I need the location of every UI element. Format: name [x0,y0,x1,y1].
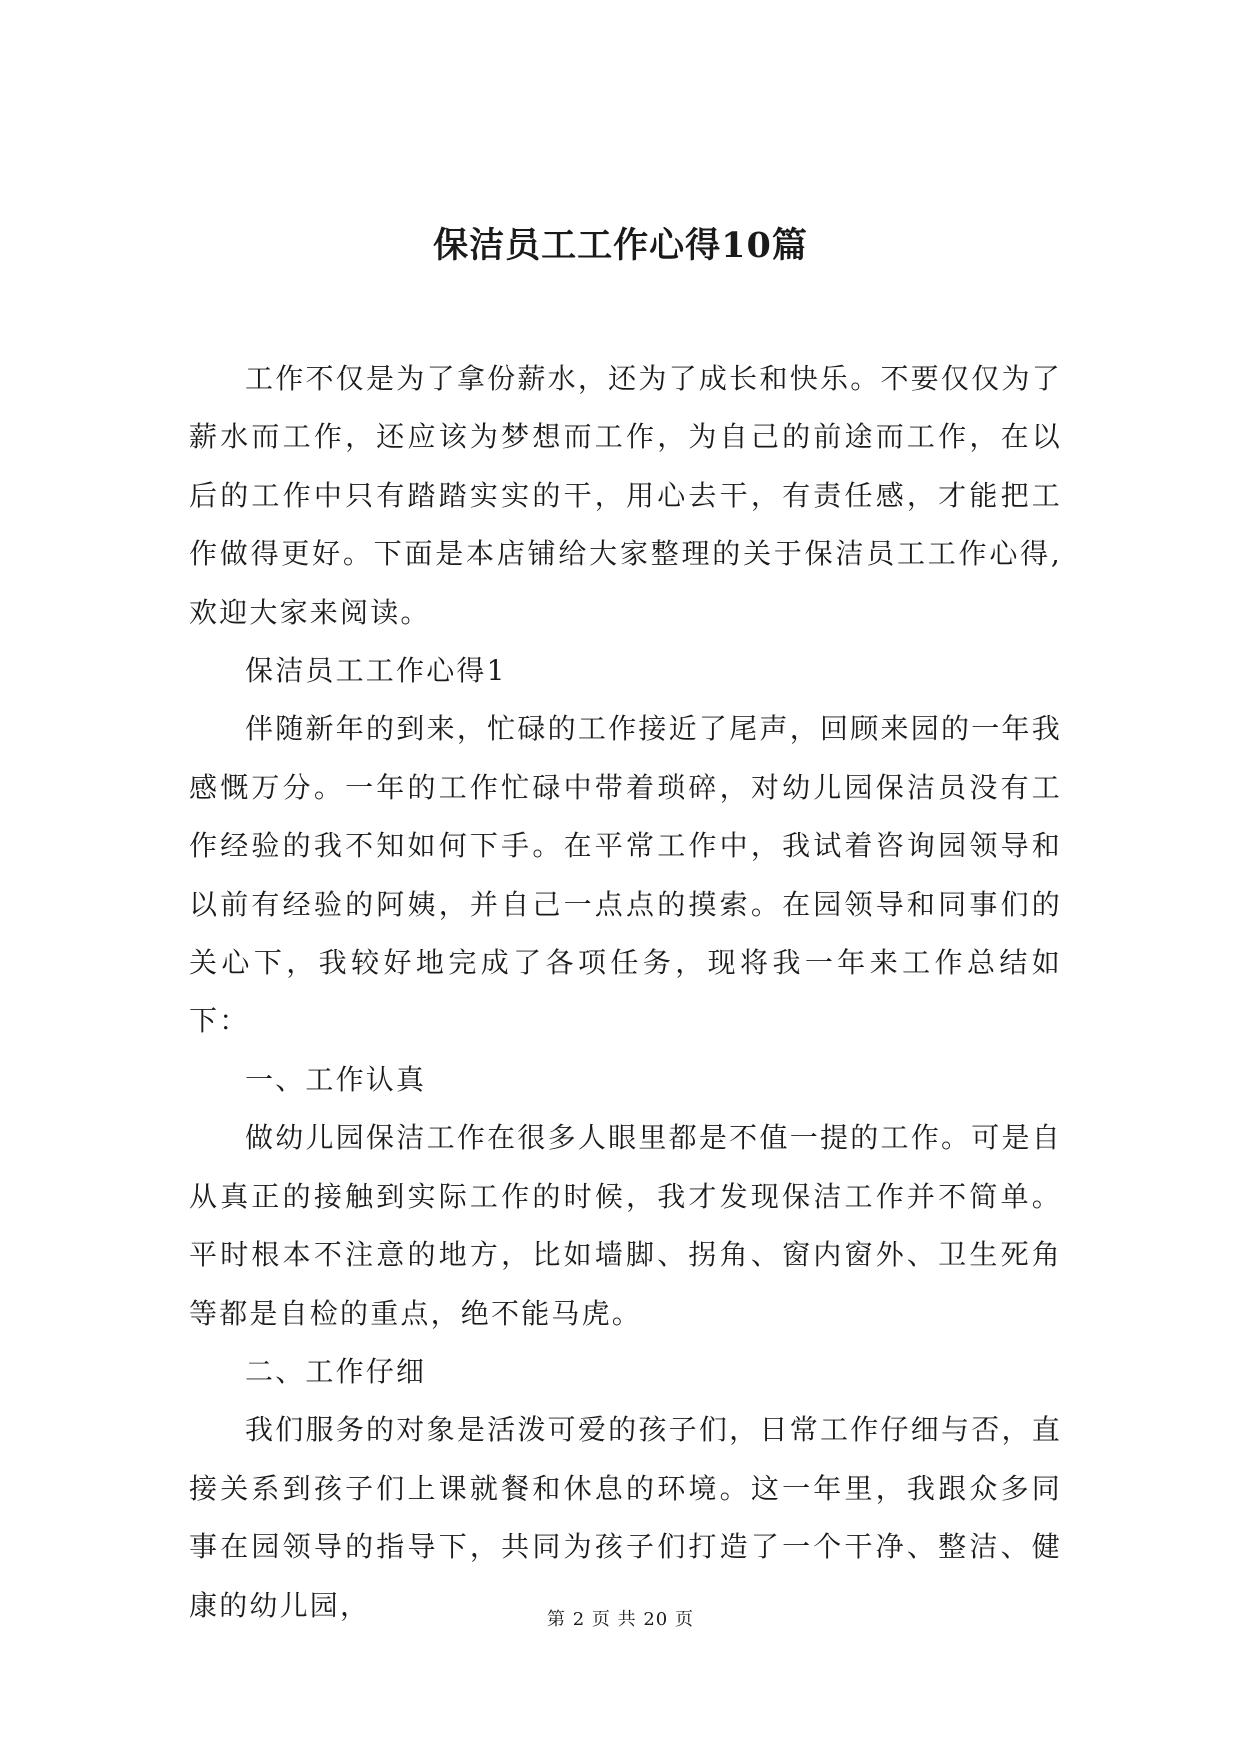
intro-paragraph: 工作不仅是为了拿份薪水，还为了成长和快乐。不要仅仅为了薪水而工作，还应该为梦想而工作，为自己的前途而工作，在以后的工作中只有踏踏实实的干，用心去干，有责任感，才能把工作做得更好。下面是本店铺给大家整理的关于保洁员工工作心得,欢迎大家来阅读。 [189,362,1062,629]
section-heading-1: 保洁员工工作心得1 [245,654,507,688]
document-title: 保洁员工工作心得10篇 [433,225,808,266]
body-paragraph-3: 我们服务的对象是活泼可爱的孩子们，日常工作仔细与否，直接关系到孩子们上课就餐和休息的环境。这一年里，我跟众多同事在园领导的指导下，共同为孩子们打造了一个干净、整洁、健康的幼儿园， [189,1413,1062,1622]
page-number-footer: 第 2 页 共 20 页 [547,1609,694,1630]
subheading-work-careful: 二、工作仔细 [245,1354,427,1388]
document-body [189,350,1062,1635]
body-paragraph-1: 伴随新年的到来，忙碌的工作接近了尾声，回顾来园的一年我感慨万分。一年的工作忙碌中带着琐碎，对幼儿园保洁员没有工作经验的我不知如何下手。在平常工作中，我试着咨询园领导和以前有经验的阿姨，并自己一点点的摸索。在园领导和同事们的关心下，我较好地完成了各项任务，现将我一年来工作总结如下： [189,712,1062,1038]
body-paragraph-2: 做幼儿园保洁工作在很多人眼里都是不值一提的工作。可是自从真正的接触到实际工作的时候，我才发现保洁工作并不简单。平时根本不注意的地方，比如墙脚、拐角、窗内窗外、卫生死角等都是自检的重点，绝不能马虎。 [189,1121,1062,1330]
subheading-work-conscientious: 一、工作认真 [245,1062,427,1096]
